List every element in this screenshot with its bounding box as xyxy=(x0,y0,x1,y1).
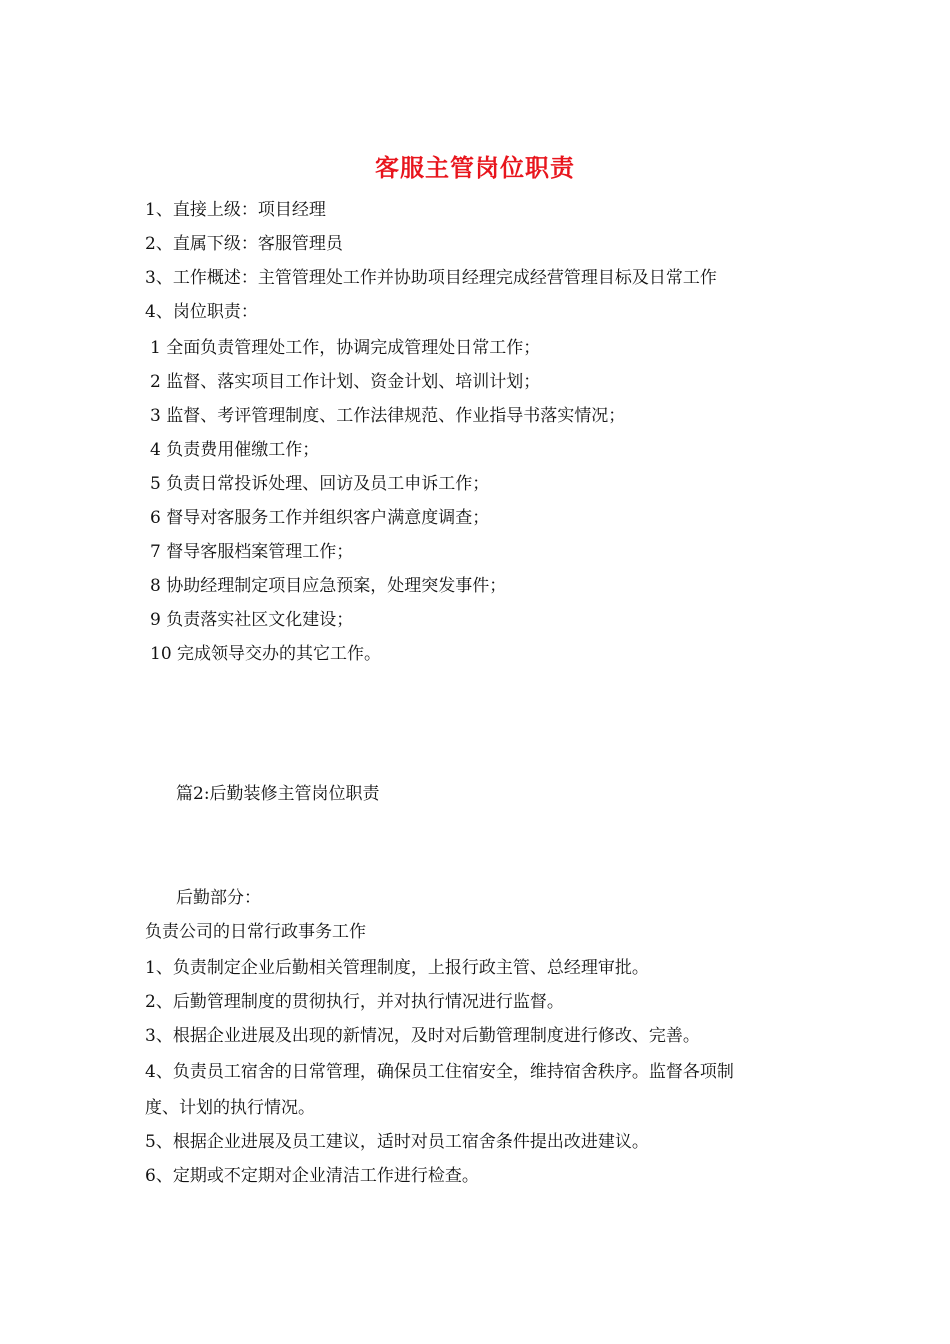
duty-item: 1 全面负责管理处工作，协调完成管理处日常工作； xyxy=(150,338,541,358)
section2-part-label: 后勤部分： xyxy=(176,888,261,908)
duty-item: 9 负责落实社区文化建设； xyxy=(150,610,354,630)
section2-line: 4、负责员工宿舍的日常管理，确保员工住宿安全，维持宿舍秩序。监督各项制 xyxy=(145,1062,734,1082)
section2-line: 负责公司的日常行政事务工作 xyxy=(145,922,366,942)
duty-item: 2 监督、落实项目工作计划、资金计划、培训计划； xyxy=(150,372,541,392)
section2-heading: 篇2:后勤装修主管岗位职责 xyxy=(176,784,380,804)
section2-line: 1、负责制定企业后勤相关管理制度，上报行政主管、总经理审批。 xyxy=(145,958,649,978)
info-line-duties-heading: 4、岗位职责： xyxy=(145,302,258,322)
section2-line: 度、计划的执行情况。 xyxy=(145,1098,315,1118)
duty-item: 3 监督、考评管理制度、工作法律规范、作业指导书落实情况； xyxy=(150,406,626,426)
document-title: 客服主管岗位职责 xyxy=(375,153,575,182)
duty-item: 7 督导客服档案管理工作； xyxy=(150,542,354,562)
info-line-superior: 1、直接上级：项目经理 xyxy=(145,200,326,220)
duty-item: 4 负责费用催缴工作； xyxy=(150,440,320,460)
duty-item: 10 完成领导交办的其它工作。 xyxy=(150,644,382,664)
section2-line: 2、后勤管理制度的贯彻执行，并对执行情况进行监督。 xyxy=(145,992,564,1012)
info-line-overview: 3、工作概述：主管管理处工作并协助项目经理完成经营管理目标及日常工作 xyxy=(145,268,717,288)
info-line-subordinate: 2、直属下级：客服管理员 xyxy=(145,234,343,254)
duty-item: 5 负责日常投诉处理、回访及员工申诉工作； xyxy=(150,474,490,494)
section2-line: 3、根据企业进展及出现的新情况，及时对后勤管理制度进行修改、完善。 xyxy=(145,1026,700,1046)
section2-line: 5、根据企业进展及员工建议，适时对员工宿舍条件提出改进建议。 xyxy=(145,1132,649,1152)
duty-item: 6 督导对客服务工作并组织客户满意度调查； xyxy=(150,508,490,528)
section2-line: 6、定期或不定期对企业清洁工作进行检查。 xyxy=(145,1166,479,1186)
duty-item: 8 协助经理制定项目应急预案，处理突发事件； xyxy=(150,576,507,596)
